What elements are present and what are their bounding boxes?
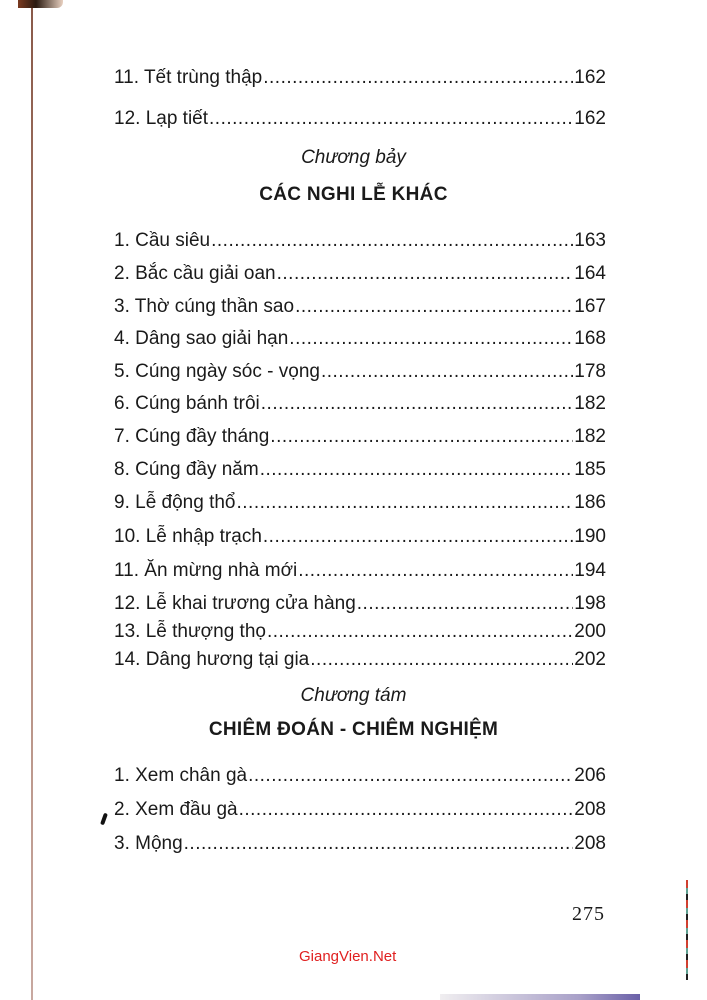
toc-entry-title: 2. Xem đầu gà: [114, 799, 238, 820]
toc-entry[interactable]: [114, 262, 606, 286]
leader-dots: [277, 262, 574, 286]
toc-entry-title: 2. Bắc cầu giải oan: [114, 263, 276, 284]
toc-entry[interactable]: [114, 491, 606, 515]
toc-entry-page: 186: [574, 492, 606, 513]
leader-dots: [211, 229, 573, 253]
leader-dots: [248, 764, 573, 788]
leader-dots: [239, 798, 574, 822]
watermark-link[interactable]: GiangVien.Net: [299, 948, 397, 965]
toc-entry-title: 8. Cúng đầy năm: [114, 459, 259, 480]
toc-entry[interactable]: [114, 458, 606, 482]
toc-entry-page: 190: [574, 526, 606, 547]
toc-entry-title: 1. Xem chân gà: [114, 765, 248, 786]
leader-dots: [310, 648, 573, 672]
leader-dots: [270, 425, 573, 449]
toc-entry-page: 194: [574, 560, 606, 581]
toc-entry-page: 200: [574, 621, 606, 642]
leader-dots: [237, 491, 574, 515]
toc-entry[interactable]: [114, 764, 606, 788]
toc-entry[interactable]: [114, 592, 606, 616]
toc-entry[interactable]: [114, 425, 606, 449]
toc-entry[interactable]: [114, 360, 606, 384]
toc-entry-title: 11. Tết trùng thập: [114, 67, 263, 88]
leader-dots: [184, 832, 574, 856]
toc-entry[interactable]: [114, 620, 606, 644]
toc-entry[interactable]: [114, 229, 606, 253]
toc-entry-page: 182: [574, 426, 606, 447]
leader-dots: [298, 559, 573, 583]
toc-entry-title: 6. Cúng bánh trôi: [114, 393, 260, 414]
toc-entry-page: 185: [574, 459, 606, 480]
toc-entry[interactable]: [114, 295, 606, 319]
leader-dots: [263, 66, 573, 90]
leader-dots: [295, 295, 573, 319]
leader-dots: [267, 620, 573, 644]
toc-entry[interactable]: [114, 559, 606, 583]
toc-entry-title: 10. Lễ nhập trạch: [114, 526, 262, 547]
leader-dots: [260, 458, 574, 482]
chapter-label: Chương bảy: [301, 147, 406, 168]
toc-entry[interactable]: [114, 392, 606, 416]
toc-entry-title: 12. Lạp tiết: [114, 108, 209, 129]
leader-dots: [263, 525, 573, 549]
toc-entry-page: 202: [574, 649, 606, 670]
toc-entry-page: 163: [574, 230, 606, 251]
toc-entry[interactable]: [114, 648, 606, 672]
toc-entry-title: 1. Cầu siêu: [114, 230, 211, 251]
toc-entry[interactable]: [114, 107, 606, 131]
toc-entry-title: 7. Cúng đầy tháng: [114, 426, 270, 447]
toc-entry-title: 4. Dâng sao giải hạn: [114, 328, 289, 349]
toc-entry-page: 208: [574, 833, 606, 854]
leader-dots: [261, 392, 574, 416]
book-corner-decoration: [18, 0, 63, 8]
toc-entry-page: 162: [574, 67, 606, 88]
toc-entry[interactable]: [114, 525, 606, 549]
scan-bottom-strip: [440, 994, 640, 1000]
toc-entry-page: 178: [574, 361, 606, 382]
ink-mark: [100, 813, 108, 826]
toc-entry-page: 206: [574, 765, 606, 786]
page-right-edge: [686, 880, 688, 980]
toc-entry-title: 11. Ăn mừng nhà mới: [114, 560, 298, 581]
chapter-label: Chương tám: [300, 685, 407, 706]
chapter-title: CHIÊM ĐOÁN - CHIÊM NGHIỆM: [208, 719, 499, 740]
toc-entry[interactable]: [114, 66, 606, 90]
page-number: 275: [572, 903, 605, 925]
toc-entry-title: 14. Dâng hương tại gia: [114, 649, 310, 670]
toc-entry-page: 208: [574, 799, 606, 820]
toc-entry[interactable]: [114, 327, 606, 351]
leader-dots: [289, 327, 573, 351]
toc-entry-title: 3. Mộng: [114, 833, 183, 854]
toc-entry-page: 167: [574, 296, 606, 317]
toc-entry[interactable]: [114, 798, 606, 822]
toc-entry-title: 9. Lễ động thổ: [114, 492, 236, 513]
toc-entry-page: 182: [574, 393, 606, 414]
toc-entry-page: 198: [574, 593, 606, 614]
toc-entry-page: 162: [574, 108, 606, 129]
toc-entry-title: 3. Thờ cúng thần sao: [114, 296, 295, 317]
leader-dots: [321, 360, 573, 384]
toc-entry-title: 13. Lễ thượng thọ: [114, 621, 266, 642]
chapter-title: CÁC NGHI LỄ KHÁC: [259, 184, 448, 205]
leader-dots: [209, 107, 573, 131]
toc-entry-title: 5. Cúng ngày sóc - vọng: [114, 361, 320, 382]
toc-entry-page: 168: [574, 328, 606, 349]
toc-entry[interactable]: [114, 832, 606, 856]
toc-entry-title: 12. Lễ khai trương cửa hàng: [114, 593, 356, 614]
toc-entry-page: 164: [574, 263, 606, 284]
leader-dots: [357, 592, 574, 616]
